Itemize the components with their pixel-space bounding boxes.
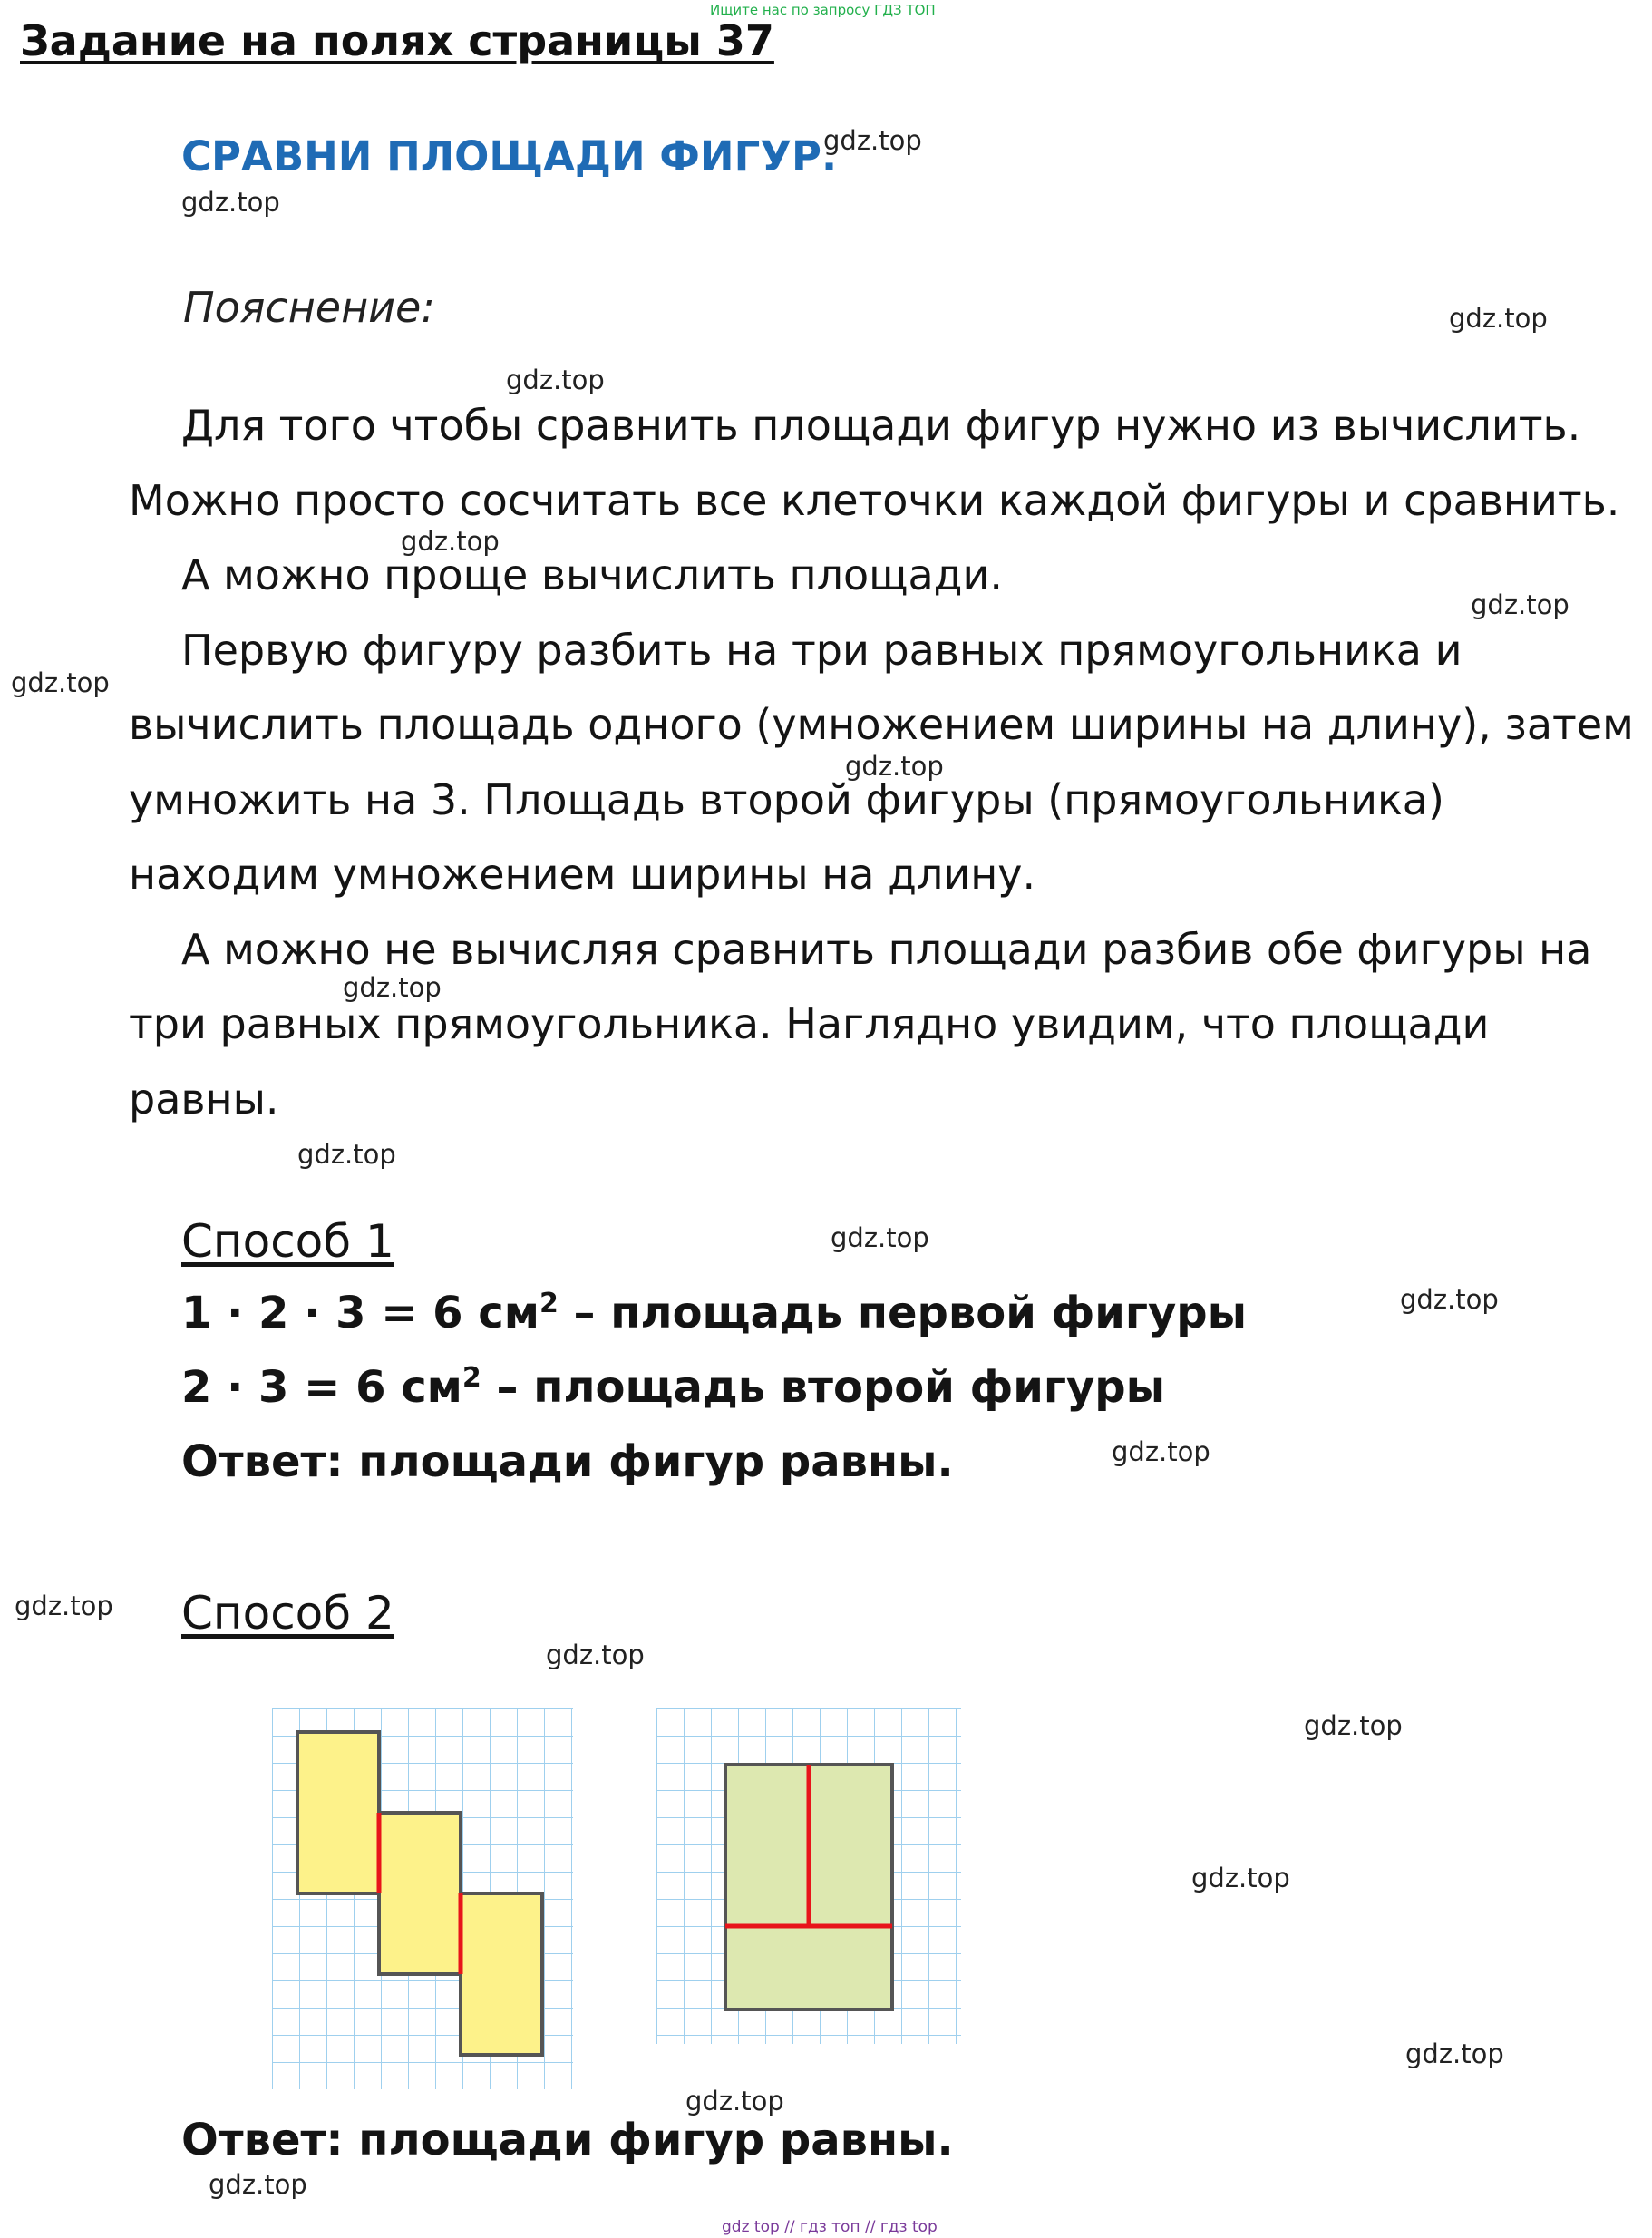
- watermark: gdz.top: [823, 125, 922, 156]
- watermark: gdz.top: [506, 365, 605, 395]
- method2-label: Способ 2: [181, 1587, 394, 1640]
- method1-answer: Ответ: площади фигур равны.: [181, 1436, 954, 1487]
- watermark: gdz.top: [1471, 589, 1569, 620]
- watermark: gdz.top: [343, 972, 442, 1003]
- watermark: gdz.top: [297, 1139, 396, 1170]
- watermark: gdz.top: [1449, 303, 1548, 334]
- watermark: gdz.top: [11, 667, 110, 698]
- exponent: 2: [462, 1362, 481, 1394]
- exponent: 2: [539, 1288, 559, 1319]
- line1-description: – площадь первой фигуры: [558, 1288, 1247, 1338]
- watermark: gdz.top: [401, 526, 500, 557]
- watermark: gdz.top: [845, 751, 944, 782]
- watermark: gdz.top: [546, 1640, 645, 1670]
- watermark: gdz.top: [15, 1591, 113, 1621]
- watermark: gdz.top: [1304, 1710, 1403, 1741]
- paragraph: Для того чтобы сравнить площади фигур нужно из вычислить. Можно просто сосчитать все клеточки каждой фигуры и сравнить.: [129, 401, 1620, 525]
- watermark: gdz.top: [1400, 1284, 1499, 1315]
- method1-line2: [181, 1362, 1165, 1413]
- footer-watermark: gdz top // гдз топ // гдз top: [722, 2218, 938, 2236]
- explanation-label: Пояснение:: [183, 283, 435, 332]
- watermark: gdz.top: [1112, 1436, 1210, 1467]
- method2-answer: Ответ: площади фигур равны.: [181, 2115, 954, 2165]
- method1-label: Способ 1: [181, 1215, 394, 1268]
- watermark: gdz.top: [181, 187, 280, 218]
- watermark: gdz.top: [831, 1222, 929, 1253]
- watermark: gdz.top: [1191, 1863, 1290, 1893]
- figure1-block-top: [297, 1732, 379, 1893]
- figure2-rectangle: [656, 1708, 961, 2044]
- line1-expression: 1 · 2 · 3 = 6 см: [181, 1288, 539, 1338]
- watermark: gdz.top: [209, 2169, 307, 2200]
- paragraph: А можно проще вычислить площади.: [181, 550, 1003, 599]
- paragraph: Первую фигуру разбить на три равных прямоугольника и вычислить площадь одного (умножением ширины на длину), затем умножить на 3. Площадь второй фигуры (прямоугольника) находим умножением ширины на длину.: [129, 625, 1634, 899]
- watermark: gdz.top: [1405, 2039, 1504, 2069]
- search-hint: Ищите нас по запросу ГДЗ ТОП: [710, 2, 936, 18]
- task-title: СРАВНИ ПЛОЩАДИ ФИГУР.: [181, 132, 838, 180]
- figure1-staircase: [272, 1708, 573, 2089]
- figure1-block-middle: [379, 1813, 461, 1974]
- paragraph: А можно не вычисляя сравнить площади разбив обе фигуры на три равных прямоугольника. Наглядно увидим, что площади равны.: [129, 924, 1592, 1124]
- line2-expression: 2 · 3 = 6 см: [181, 1362, 462, 1413]
- method1-line1: [181, 1288, 1247, 1338]
- line2-description: – площадь второй фигуры: [481, 1362, 1166, 1413]
- page-title: Задание на полях страницы 37: [20, 16, 774, 65]
- watermark: gdz.top: [685, 2086, 784, 2116]
- figure1-block-bottom: [461, 1893, 542, 2055]
